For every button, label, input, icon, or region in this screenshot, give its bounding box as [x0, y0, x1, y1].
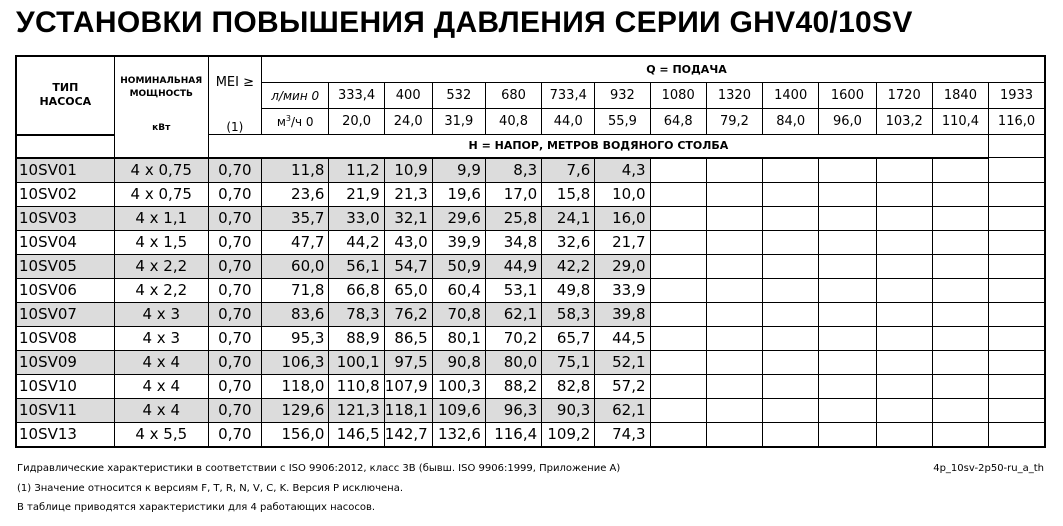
head-cell-zero-flow: 106,3	[261, 350, 329, 374]
flow-unit-m3h: $м^3/ч$ 0	[261, 109, 329, 135]
head-cell: 49,8	[542, 278, 595, 302]
document-code: 4p_10sv-2p50-ru_a_th	[933, 463, 1044, 474]
head-cell: 70,8	[432, 302, 485, 326]
head-cell: 19,6	[432, 182, 485, 206]
empty-cell	[763, 374, 819, 398]
head-cell: 11,2	[329, 158, 384, 183]
power-cell: 4 x 4	[114, 398, 208, 422]
head-cell: 142,7	[384, 422, 432, 447]
empty-cell	[706, 326, 762, 350]
head-cell-zero-flow: 23,6	[261, 182, 329, 206]
table-row	[16, 302, 1045, 326]
head-cell: 82,8	[542, 374, 595, 398]
head-cell: 100,1	[329, 350, 384, 374]
flow-lmin-4: 733,4	[542, 83, 595, 109]
head-cell: 65,7	[542, 326, 595, 350]
flow-m3h-12: 116,0	[989, 109, 1045, 135]
head-cell: 58,3	[542, 302, 595, 326]
empty-cell	[989, 350, 1045, 374]
empty-cell	[876, 374, 932, 398]
mei-cell: 0,70	[208, 374, 261, 398]
empty-cell	[876, 398, 932, 422]
empty-cell	[650, 374, 706, 398]
head-cell: 39,8	[595, 302, 650, 326]
head-cell: 24,1	[542, 206, 595, 230]
head-cell: 8,3	[485, 158, 541, 183]
empty-cell	[876, 230, 932, 254]
empty-cell	[819, 278, 876, 302]
empty-cell	[932, 230, 988, 254]
head-cell: 86,5	[384, 326, 432, 350]
flow-m3h-11: 110,4	[932, 109, 988, 135]
head-cell: 34,8	[485, 230, 541, 254]
flow-m3h-8: 84,0	[763, 109, 819, 135]
empty-cell	[876, 302, 932, 326]
empty-cell	[650, 302, 706, 326]
head-cell: 4,3	[595, 158, 650, 183]
power-header	[114, 56, 208, 109]
empty-cell	[932, 398, 988, 422]
flow-m3h-10: 103,2	[876, 109, 932, 135]
empty-cell	[706, 422, 762, 447]
empty-cell	[763, 302, 819, 326]
empty-cell	[650, 206, 706, 230]
power-cell: 4 x 1,5	[114, 230, 208, 254]
model-cell: 10SV01	[16, 158, 114, 183]
model-cell: 10SV03	[16, 206, 114, 230]
empty-cell	[650, 254, 706, 278]
head-cell: 107,9	[384, 374, 432, 398]
empty-cell	[650, 398, 706, 422]
head-cell: 60,4	[432, 278, 485, 302]
flow-lmin-8: 1400	[763, 83, 819, 109]
head-cell: 7,6	[542, 158, 595, 183]
head-cell: 74,3	[595, 422, 650, 447]
table-row	[16, 206, 1045, 230]
empty-cell	[989, 278, 1045, 302]
power-cell: 4 x 3	[114, 302, 208, 326]
model-cell: 10SV05	[16, 254, 114, 278]
head-cell: 100,3	[432, 374, 485, 398]
empty-cell	[989, 182, 1045, 206]
empty-cell	[706, 398, 762, 422]
empty-cell	[989, 158, 1045, 183]
head-cell: 42,2	[542, 254, 595, 278]
performance-table	[15, 55, 1046, 448]
flow-lmin-9: 1600	[819, 83, 876, 109]
flow-m3h-7: 79,2	[706, 109, 762, 135]
flow-lmin-0: 333,4	[329, 83, 384, 109]
head-cell: 21,9	[329, 182, 384, 206]
head-cell: 116,4	[485, 422, 541, 447]
empty-cell	[819, 206, 876, 230]
mei-cell: 0,70	[208, 254, 261, 278]
empty-cell	[932, 278, 988, 302]
empty-cell	[706, 182, 762, 206]
empty-cell	[989, 254, 1045, 278]
empty-cell	[932, 374, 988, 398]
power-label-1: НОМИНАЛЬНАЯ	[120, 75, 203, 86]
mei-cell: 0,70	[208, 206, 261, 230]
empty-cell	[819, 158, 876, 183]
empty-cell	[763, 158, 819, 183]
table-row	[16, 326, 1045, 350]
empty-cell	[650, 326, 706, 350]
table-row	[16, 230, 1045, 254]
empty-cell	[819, 422, 876, 447]
mei-cell: 0,70	[208, 350, 261, 374]
head-cell: 21,7	[595, 230, 650, 254]
flow-m3h-4: 44,0	[542, 109, 595, 135]
flow-m3h-0: 20,0	[329, 109, 384, 135]
power-cell: 4 x 0,75	[114, 158, 208, 183]
empty-cell	[932, 326, 988, 350]
flow-lmin-2: 532	[432, 83, 485, 109]
mei-cell: 0,70	[208, 158, 261, 183]
empty-cell	[876, 350, 932, 374]
empty-cell	[819, 350, 876, 374]
empty-cell	[819, 302, 876, 326]
head-cell-zero-flow: 83,6	[261, 302, 329, 326]
empty-cell	[763, 230, 819, 254]
power-cell: 4 x 4	[114, 350, 208, 374]
page-title: УСТАНОВКИ ПОВЫШЕНИЯ ДАВЛЕНИЯ СЕРИИ GHV40/10SV	[16, 6, 913, 39]
empty-cell	[932, 158, 988, 183]
head-cell: 80,1	[432, 326, 485, 350]
head-cell: 9,9	[432, 158, 485, 183]
empty-cell	[819, 182, 876, 206]
empty-cell	[989, 374, 1045, 398]
empty-cell	[706, 302, 762, 326]
head-cell: 65,0	[384, 278, 432, 302]
empty-cell	[819, 398, 876, 422]
empty-cell	[763, 182, 819, 206]
empty-cell	[819, 374, 876, 398]
head-cell: 80,0	[485, 350, 541, 374]
head-cell-zero-flow: 60,0	[261, 254, 329, 278]
head-cell: 33,0	[329, 206, 384, 230]
flow-lmin-12: 1933	[989, 83, 1045, 109]
head-cell: 44,9	[485, 254, 541, 278]
head-cell: 56,1	[329, 254, 384, 278]
mei-cell: 0,70	[208, 398, 261, 422]
head-cell: 96,3	[485, 398, 541, 422]
head-cell-zero-flow: 118,0	[261, 374, 329, 398]
empty-cell	[989, 326, 1045, 350]
table-row	[16, 182, 1045, 206]
empty-cell	[989, 422, 1045, 447]
head-cell: 66,8	[329, 278, 384, 302]
empty-cell	[706, 206, 762, 230]
model-cell: 10SV06	[16, 278, 114, 302]
flow-m3h-2: 31,9	[432, 109, 485, 135]
empty-cell	[650, 182, 706, 206]
model-cell: 10SV10	[16, 374, 114, 398]
header-row-flow-title	[16, 56, 1045, 83]
power-cell: 4 x 2,2	[114, 254, 208, 278]
mei-cell: 0,70	[208, 278, 261, 302]
mei-note: (1)	[208, 109, 261, 135]
empty-cell	[706, 158, 762, 183]
flow-lmin-5: 932	[595, 83, 650, 109]
empty-cell	[763, 254, 819, 278]
flow-unit-lmin: л/мин 0	[261, 83, 329, 109]
footnote-versions: (1) Значение относится к версиям F, T, R, N, V, C, K. Версия P исключена.	[17, 483, 403, 494]
table-row	[16, 278, 1045, 302]
head-cell: 53,1	[485, 278, 541, 302]
empty-cell	[819, 230, 876, 254]
table-row	[16, 158, 1045, 183]
empty-cell	[932, 254, 988, 278]
empty-cell	[989, 230, 1045, 254]
mei-cell: 0,70	[208, 422, 261, 447]
flow-m3h-3: 40,8	[485, 109, 541, 135]
head-cell: 17,0	[485, 182, 541, 206]
empty-cell	[763, 278, 819, 302]
head-cell: 29,6	[432, 206, 485, 230]
head-cell-zero-flow: 95,3	[261, 326, 329, 350]
head-cell: 16,0	[595, 206, 650, 230]
footnote-standard: Гидравлические характеристики в соответствии с ISO 9906:2012, класс 3B (бывш. ISO 9906:1999, Приложение А)	[17, 463, 621, 474]
model-cell: 10SV07	[16, 302, 114, 326]
power-cell: 4 x 3	[114, 326, 208, 350]
head-cell: 57,2	[595, 374, 650, 398]
model-cell: 10SV13	[16, 422, 114, 447]
empty-cell	[706, 278, 762, 302]
head-cell: 43,0	[384, 230, 432, 254]
flow-lmin-11: 1840	[932, 83, 988, 109]
head-cell: 90,3	[542, 398, 595, 422]
head-cell: 90,8	[432, 350, 485, 374]
empty-cell	[876, 206, 932, 230]
empty-cell	[706, 254, 762, 278]
head-cell: 44,2	[329, 230, 384, 254]
power-unit: кВт	[114, 109, 208, 135]
power-cell: 4 x 0,75	[114, 182, 208, 206]
empty-cell	[706, 230, 762, 254]
empty-cell	[650, 230, 706, 254]
head-cell: 50,9	[432, 254, 485, 278]
empty-cell	[819, 326, 876, 350]
head-cell-zero-flow: 11,8	[261, 158, 329, 183]
empty-cell	[876, 158, 932, 183]
head-cell: 146,5	[329, 422, 384, 447]
empty-cell	[650, 158, 706, 183]
mei-cell: 0,70	[208, 182, 261, 206]
type-header	[16, 56, 114, 135]
empty-cell	[763, 206, 819, 230]
flow-lmin-7: 1320	[706, 83, 762, 109]
head-cell: 78,3	[329, 302, 384, 326]
type-label-1: ТИП	[52, 81, 79, 95]
empty-cell	[650, 422, 706, 447]
model-cell: 10SV02	[16, 182, 114, 206]
head-cell: 121,3	[329, 398, 384, 422]
head-cell: 44,5	[595, 326, 650, 350]
power-label-2: МОЩНОСТЬ	[129, 88, 193, 99]
empty-cell	[650, 350, 706, 374]
flow-m3h-6: 64,8	[650, 109, 706, 135]
head-cell: 76,2	[384, 302, 432, 326]
head-cell: 132,6	[432, 422, 485, 447]
head-cell: 54,7	[384, 254, 432, 278]
empty-cell	[876, 278, 932, 302]
head-cell: 32,1	[384, 206, 432, 230]
head-cell: 109,2	[542, 422, 595, 447]
empty-cell	[706, 374, 762, 398]
head-cell: 62,1	[485, 302, 541, 326]
empty-cell	[819, 254, 876, 278]
head-cell: 15,8	[542, 182, 595, 206]
head-cell: 88,2	[485, 374, 541, 398]
empty-cell	[706, 350, 762, 374]
empty-cell	[932, 302, 988, 326]
head-cell: 29,0	[595, 254, 650, 278]
footnote-pumps: В таблице приводятся характеристики для 4 работающих насосов.	[17, 502, 376, 513]
empty-cell	[932, 422, 988, 447]
power-cell: 4 x 5,5	[114, 422, 208, 447]
empty-cell	[989, 206, 1045, 230]
flow-m3h-9: 96,0	[819, 109, 876, 135]
head-cell: 110,8	[329, 374, 384, 398]
empty-cell	[763, 350, 819, 374]
model-cell: 10SV08	[16, 326, 114, 350]
empty-cell	[763, 422, 819, 447]
empty-cell	[932, 206, 988, 230]
empty-cell	[989, 398, 1045, 422]
mei-cell: 0,70	[208, 230, 261, 254]
flow-lmin-1: 400	[384, 83, 432, 109]
empty-cell	[876, 326, 932, 350]
flow-m3h-1: 24,0	[384, 109, 432, 135]
empty-cell	[932, 350, 988, 374]
head-cell: 25,8	[485, 206, 541, 230]
empty-cell	[763, 398, 819, 422]
empty-cell	[763, 326, 819, 350]
empty-cell	[989, 302, 1045, 326]
head-cell: 70,2	[485, 326, 541, 350]
head-cell: 52,1	[595, 350, 650, 374]
empty-cell	[932, 182, 988, 206]
head-cell-zero-flow: 156,0	[261, 422, 329, 447]
head-cell: 10,9	[384, 158, 432, 183]
table-row	[16, 374, 1045, 398]
flow-lmin-3: 680	[485, 83, 541, 109]
table-row	[16, 398, 1045, 422]
empty-cell	[876, 182, 932, 206]
empty-cell	[876, 254, 932, 278]
empty-cell	[650, 278, 706, 302]
flow-lmin-10: 1720	[876, 83, 932, 109]
head-cell-zero-flow: 129,6	[261, 398, 329, 422]
table-row	[16, 422, 1045, 447]
head-cell: 118,1	[384, 398, 432, 422]
head-cell: 62,1	[595, 398, 650, 422]
head-cell-zero-flow: 35,7	[261, 206, 329, 230]
mei-cell: 0,70	[208, 326, 261, 350]
power-cell: 4 x 1,1	[114, 206, 208, 230]
mei-cell: 0,70	[208, 302, 261, 326]
model-cell: 10SV09	[16, 350, 114, 374]
head-title: H = НАПОР, МЕТРОВ ВОДЯНОГО СТОЛБА	[208, 135, 988, 158]
power-cell: 4 x 4	[114, 374, 208, 398]
flow-m3h-5: 55,9	[595, 109, 650, 135]
head-cell: 97,5	[384, 350, 432, 374]
table-row	[16, 350, 1045, 374]
power-cell: 4 x 2,2	[114, 278, 208, 302]
head-cell-zero-flow: 47,7	[261, 230, 329, 254]
head-cell: 88,9	[329, 326, 384, 350]
flow-lmin-6: 1080	[650, 83, 706, 109]
head-cell: 33,9	[595, 278, 650, 302]
model-cell: 10SV11	[16, 398, 114, 422]
head-cell: 109,6	[432, 398, 485, 422]
head-cell: 32,6	[542, 230, 595, 254]
model-cell: 10SV04	[16, 230, 114, 254]
head-cell: 10,0	[595, 182, 650, 206]
empty-cell	[876, 422, 932, 447]
table-row	[16, 254, 1045, 278]
head-cell: 75,1	[542, 350, 595, 374]
type-label-2: НАСОСА	[39, 95, 92, 109]
header-row-m3h	[16, 109, 1045, 135]
flow-title: Q = ПОДАЧА	[329, 56, 1045, 83]
header-row-head-title	[16, 135, 1045, 158]
mei-header: MEI ≥	[208, 56, 261, 109]
head-cell: 39,9	[432, 230, 485, 254]
head-cell-zero-flow: 71,8	[261, 278, 329, 302]
head-cell: 21,3	[384, 182, 432, 206]
